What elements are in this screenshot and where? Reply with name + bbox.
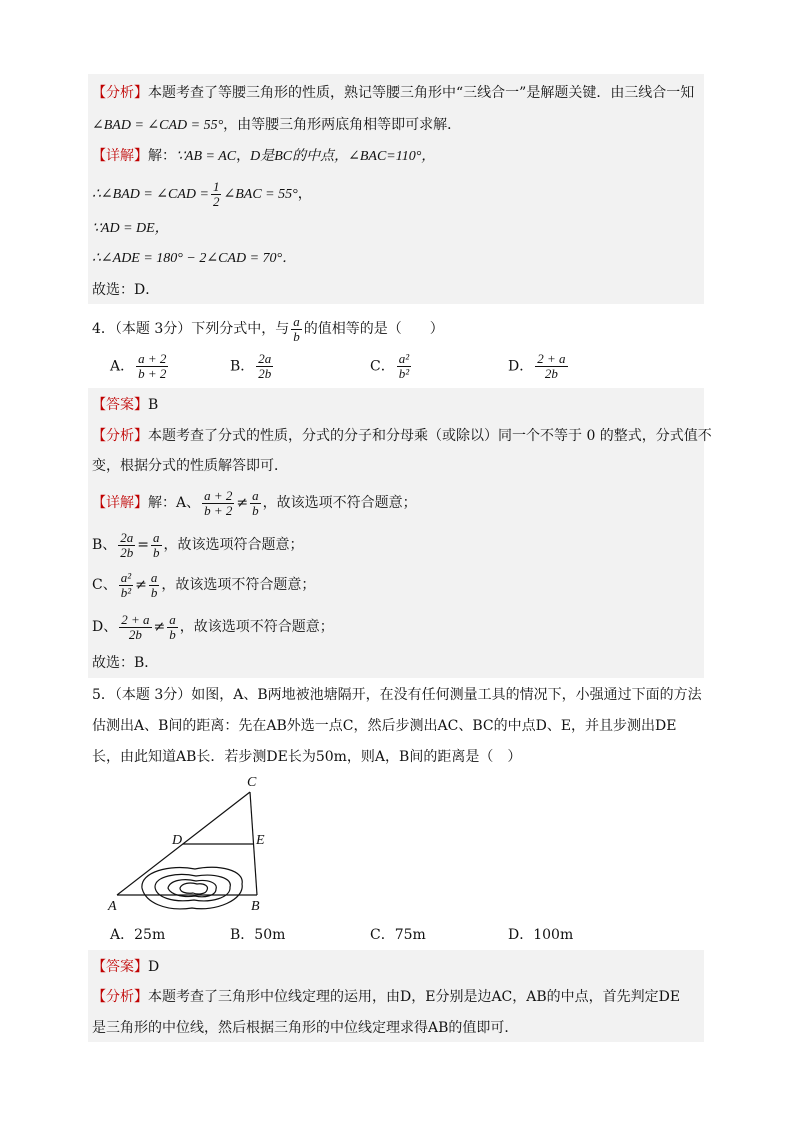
half-fraction	[211, 180, 222, 209]
angle-given: ，∠BAC=110°，	[334, 149, 436, 164]
row-text: ，故该选项符合题意；	[163, 537, 304, 553]
label-e: E	[256, 833, 265, 848]
fraction-numerator: 2 + a	[537, 351, 566, 366]
analysis-text: 本题考查了等腰三角形的性质，熟记等腰三角形中“三线合一”是解题关键．由三线合一知	[148, 85, 695, 101]
q3-detail-line3	[92, 218, 169, 240]
row-fraction	[167, 613, 178, 642]
detail-tag: 【详解】	[92, 495, 148, 511]
row-prefix: D、	[92, 619, 118, 635]
relation: ≠	[236, 495, 249, 511]
fraction-denominator: b²	[398, 366, 410, 381]
q4-detail-row-d	[92, 610, 334, 644]
q5-analysis-line2	[92, 1018, 518, 1040]
q4-analysis-line1	[92, 426, 712, 448]
analysis-text: 变，根据分式的性质解答即可．	[92, 458, 288, 474]
q5-option-d[interactable]	[508, 925, 573, 945]
fraction-numerator: 1	[212, 178, 220, 194]
row-fraction	[119, 571, 133, 600]
step2: ∵AD = DE，	[92, 221, 169, 236]
midpoint-statement: D是BC的中点	[250, 149, 335, 164]
given-equation: ∵AB = AC	[176, 149, 237, 164]
q5-stem-line3	[92, 747, 521, 769]
q5-stem-line1	[92, 685, 702, 707]
option-text: 100m	[533, 927, 574, 943]
option-text: 75m	[394, 927, 426, 943]
q5-analysis-line1	[92, 987, 680, 1009]
q4-option-a[interactable]	[110, 352, 170, 381]
pond-center	[180, 883, 207, 894]
analysis-text: 本题考查了三角形中位线定理的运用，由D，E分别是边AC，AB的中点，首先判定DE	[148, 989, 681, 1005]
option-fraction	[136, 352, 168, 381]
detail-tag: 【详解】	[92, 148, 148, 164]
fraction-denominator: b	[169, 626, 176, 642]
option-label: B．	[230, 927, 255, 943]
row-fraction	[149, 571, 160, 600]
q4-stem-pre: 4．（本题 3分）下列分式中，与	[92, 321, 290, 337]
fraction-denominator: b	[150, 584, 158, 600]
option-label: D．	[508, 927, 534, 943]
choice-text: 故选：B．	[92, 655, 159, 671]
q4-choice	[92, 653, 158, 675]
row-fraction	[151, 531, 162, 560]
answer-tag: 【答案】	[92, 397, 148, 413]
row-fraction	[202, 489, 234, 518]
fraction-denominator: 2b	[544, 366, 558, 381]
fraction-denominator: b + 2	[138, 366, 167, 381]
fraction-numerator: a²	[398, 351, 410, 366]
fraction-numerator: 2a	[258, 351, 272, 366]
relation: =	[137, 537, 150, 553]
option-text: 50m	[254, 927, 286, 943]
q3-analysis-line2	[92, 115, 461, 137]
option-fraction	[397, 352, 411, 381]
relation: ≠	[153, 619, 166, 635]
relation: ≠	[135, 577, 147, 593]
option-label: B．	[230, 358, 255, 375]
detail-solve: 解：A、	[148, 495, 201, 511]
analysis-tag: 【分析】	[92, 85, 148, 101]
fraction-numerator: a	[252, 487, 259, 503]
q5-stem-line2	[92, 716, 676, 738]
option-text: 25m	[134, 927, 166, 943]
q3-detail-line1	[92, 146, 435, 168]
analysis-tag: 【分析】	[92, 989, 148, 1005]
fraction-numerator: a	[293, 313, 300, 329]
q4-stem-post: 的值相等的是（ ）	[303, 321, 444, 337]
pond-ring	[168, 880, 216, 897]
answer-tag: 【答案】	[92, 959, 148, 975]
row-fraction	[118, 531, 135, 560]
q4-answer	[92, 395, 158, 417]
fraction-denominator: b	[252, 502, 259, 518]
detail-solve: 解：	[148, 148, 176, 164]
row-text: ，故该选项不符合题意；	[179, 619, 334, 635]
q4-detail-row-a	[92, 486, 417, 520]
step1-post: ∠BAC = 55°	[223, 187, 298, 202]
fraction-denominator: b²	[120, 584, 132, 600]
fraction-denominator: b + 2	[204, 502, 233, 518]
row-prefix: B、	[92, 537, 117, 553]
row-fraction	[250, 489, 261, 518]
fraction-numerator: a²	[120, 569, 132, 585]
answer-value: D	[148, 959, 160, 975]
q3-detail-line4	[92, 248, 296, 270]
fraction-denominator: 2b	[120, 544, 134, 560]
q5-text: 5．（本题 3分）如图，A、B两地被池塘隔开，在没有任何测量工具的情况下，小强通过下面的方法	[92, 687, 702, 703]
label-a: A	[108, 899, 117, 914]
fraction-denominator: 2b	[258, 366, 272, 381]
analysis-text: 本题考查了分式的性质，分式的分子和分母乘（或除以）同一个不等于 0 的整式，分式值不	[148, 428, 712, 444]
row-text: ，故该选项不符合题意；	[262, 495, 417, 511]
q3-analysis-line1	[92, 83, 694, 105]
q5-option-c[interactable]	[370, 925, 426, 945]
q5-answer	[92, 957, 159, 979]
fraction-numerator: 2a	[120, 529, 134, 545]
option-label: D．	[508, 358, 534, 375]
separator: ，	[236, 148, 251, 164]
row-prefix: C、	[92, 577, 117, 593]
q5-option-b[interactable]	[230, 925, 285, 945]
analysis-tag: 【分析】	[92, 428, 148, 444]
q4-stem	[92, 314, 444, 344]
q5-option-a[interactable]	[110, 925, 165, 945]
step1-end: ，	[297, 186, 312, 202]
fraction-numerator: a + 2	[138, 351, 167, 366]
q5-text: 估测出A、B间的距离：先在AB外选一点C，然后步测出AC、BC的中点D、E，并且步测出DE	[92, 718, 677, 734]
analysis-text: 是三角形的中位线，然后根据三角形的中位线定理求得AB的值即可．	[92, 1020, 519, 1036]
q4-stem-fraction	[291, 315, 302, 344]
option-fraction	[256, 352, 273, 381]
fraction-numerator: a	[169, 611, 176, 627]
choice-text: 故选：D．	[92, 282, 160, 298]
option-label: C．	[370, 358, 395, 375]
fraction-numerator: 2 + a	[121, 611, 150, 627]
option-fraction	[535, 352, 567, 381]
fraction-denominator: b	[153, 544, 160, 560]
q4-option-c[interactable]	[370, 352, 413, 381]
analysis-text: ，由等腰三角形两底角相等即可求解．	[223, 117, 462, 133]
q5-triangle-figure	[100, 772, 280, 917]
answer-value: B	[148, 397, 159, 413]
step1-pre: ∴∠BAD = ∠CAD =	[92, 187, 209, 202]
q4-detail-row-c	[92, 568, 315, 602]
option-label: A．	[110, 927, 135, 943]
q5-text: 长，由此知道AB长．若步测DE长为50m，则A，B间的距离是（ ）	[92, 749, 522, 765]
option-label: C．	[370, 927, 395, 943]
fraction-denominator: 2	[212, 193, 220, 209]
q3-choice	[92, 280, 159, 302]
fraction-numerator: a + 2	[204, 487, 233, 503]
row-fraction	[119, 613, 151, 642]
fraction-denominator: b	[293, 328, 300, 344]
label-d: D	[172, 833, 183, 848]
q3-detail-line2	[92, 178, 312, 210]
q4-detail-row-b	[92, 528, 304, 562]
q4-analysis-line2	[92, 456, 288, 478]
label-c: C	[247, 775, 257, 790]
pond-outline	[142, 867, 242, 909]
q4-option-d[interactable]	[508, 352, 570, 381]
row-text: ，故该选项不符合题意；	[161, 577, 316, 593]
angle-equation: ∠BAD = ∠CAD = 55°	[92, 118, 224, 133]
fraction-denominator: 2b	[128, 626, 142, 642]
fraction-numerator: a	[150, 569, 158, 585]
step3: ∴∠ADE = 180° − 2∠CAD = 70°．	[92, 251, 297, 266]
option-label: A．	[110, 358, 135, 375]
label-b: B	[251, 899, 260, 914]
fraction-numerator: a	[153, 529, 160, 545]
q4-option-b[interactable]	[230, 352, 275, 381]
